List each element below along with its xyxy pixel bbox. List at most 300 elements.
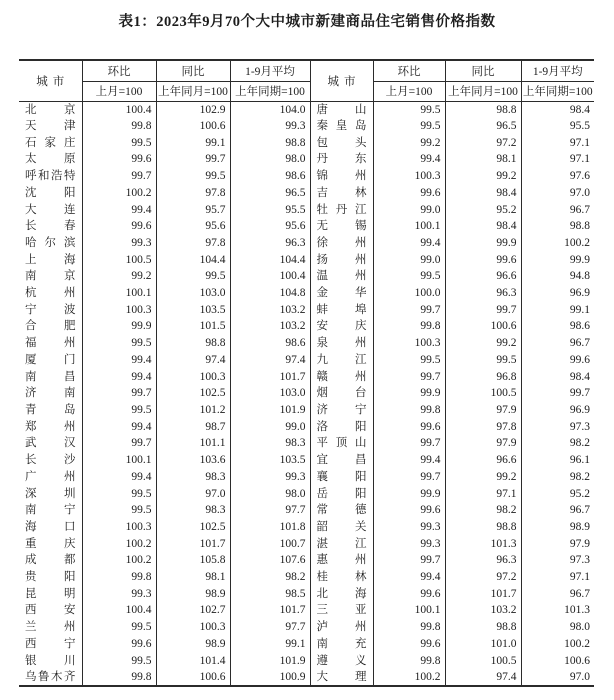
value-cell: 98.2	[230, 569, 310, 586]
table-row	[19, 285, 594, 302]
city-cell: 重 庆	[25, 537, 76, 550]
value-cell: 100.3	[373, 168, 445, 185]
value-cell: 99.6	[82, 636, 156, 653]
value-cell: 98.2	[521, 435, 594, 452]
city-cell: 武 汉	[25, 437, 76, 450]
value-cell: 96.3	[445, 285, 521, 302]
value-cell: 99.4	[82, 201, 156, 218]
value-cell: 97.7	[230, 502, 310, 519]
value-cell: 99.7	[82, 435, 156, 452]
value-cell: 100.0	[373, 285, 445, 302]
value-cell: 97.6	[521, 168, 594, 185]
value-cell: 99.7	[82, 385, 156, 402]
value-cell: 97.1	[521, 569, 594, 586]
value-cell: 100.4	[82, 101, 156, 118]
value-cell: 95.5	[521, 118, 594, 135]
value-cell: 98.1	[156, 569, 230, 586]
value-cell: 99.4	[82, 418, 156, 435]
value-cell: 97.8	[156, 185, 230, 202]
table-row	[19, 669, 594, 686]
table-row	[19, 185, 594, 202]
value-cell: 99.6	[82, 218, 156, 235]
city-cell: 唐 山	[310, 101, 373, 118]
value-cell: 101.7	[230, 368, 310, 385]
price-index-table	[19, 59, 594, 687]
city-cell: 丹 东	[310, 151, 373, 168]
value-cell: 99.5	[373, 118, 445, 135]
value-cell: 99.1	[230, 636, 310, 653]
value-cell: 104.8	[230, 285, 310, 302]
value-cell: 99.0	[230, 418, 310, 435]
city-cell: 贵 阳	[25, 571, 76, 584]
city-cell: 长 春	[25, 220, 76, 233]
value-cell: 100.1	[82, 452, 156, 469]
value-cell: 95.6	[156, 218, 230, 235]
value-cell: 100.2	[373, 669, 445, 686]
value-cell: 99.5	[373, 101, 445, 118]
city-cell: 大 连	[25, 203, 76, 216]
value-cell: 101.4	[156, 652, 230, 669]
city-cell: 安 庆	[310, 318, 373, 335]
city-cell: 赣 州	[310, 368, 373, 385]
city-cell: 蚌 埠	[310, 301, 373, 318]
header-city-right: 城市	[310, 60, 373, 101]
city-cell: 青 岛	[25, 404, 76, 416]
table-row	[19, 168, 594, 185]
value-cell: 98.3	[156, 468, 230, 485]
city-cell: 湛 江	[310, 535, 373, 552]
city-cell: 昆 明	[25, 587, 76, 600]
value-cell: 99.1	[521, 301, 594, 318]
city-cell: 海 口	[25, 520, 76, 533]
value-cell: 101.7	[156, 535, 230, 552]
value-cell: 99.9	[373, 485, 445, 502]
value-cell: 99.4	[373, 235, 445, 252]
value-cell: 98.4	[445, 218, 521, 235]
city-cell: 惠 州	[310, 552, 373, 569]
value-cell: 99.5	[82, 502, 156, 519]
value-cell: 96.3	[445, 552, 521, 569]
value-cell: 100.2	[82, 535, 156, 552]
table-row	[19, 502, 594, 519]
value-cell: 99.5	[82, 134, 156, 151]
value-cell: 99.7	[373, 435, 445, 452]
value-cell: 96.1	[521, 452, 594, 469]
value-cell: 99.4	[373, 151, 445, 168]
city-cell: 吉 林	[310, 185, 373, 202]
value-cell: 97.7	[230, 619, 310, 636]
city-cell: 郑 州	[25, 420, 76, 433]
city-cell: 韶 关	[310, 519, 373, 536]
value-cell: 99.4	[373, 452, 445, 469]
value-cell: 100.3	[156, 619, 230, 636]
value-cell: 99.5	[82, 402, 156, 419]
value-cell: 100.1	[373, 218, 445, 235]
value-cell: 95.6	[230, 218, 310, 235]
city-cell: 宁 波	[25, 303, 76, 316]
header-mom-base-right: 上月=100	[373, 81, 445, 101]
value-cell: 96.8	[445, 368, 521, 385]
value-cell: 94.8	[521, 268, 594, 285]
table-body	[19, 101, 594, 686]
header-avg-right: 1-9月平均	[521, 60, 594, 81]
table-row	[19, 101, 594, 118]
value-cell: 101.0	[445, 636, 521, 653]
value-cell: 99.8	[373, 652, 445, 669]
city-cell: 成 都	[25, 554, 76, 567]
table-header	[19, 60, 594, 101]
value-cell: 100.6	[521, 652, 594, 669]
city-cell: 平 顶 山	[310, 435, 373, 452]
city-cell: 遵 义	[310, 652, 373, 669]
value-cell: 98.6	[521, 318, 594, 335]
value-cell: 96.7	[521, 502, 594, 519]
value-cell: 101.2	[156, 402, 230, 419]
value-cell: 98.0	[230, 485, 310, 502]
value-cell: 98.4	[521, 101, 594, 118]
value-cell: 107.6	[230, 552, 310, 569]
header-mom-left: 环比	[82, 60, 156, 81]
city-cell: 秦 皇 岛	[310, 118, 373, 135]
table-row	[19, 435, 594, 452]
value-cell: 99.6	[445, 251, 521, 268]
value-cell: 100.6	[156, 118, 230, 135]
city-cell: 金 华	[310, 285, 373, 302]
value-cell: 99.5	[82, 485, 156, 502]
value-cell: 102.9	[156, 101, 230, 118]
city-cell: 广 州	[25, 470, 76, 483]
value-cell: 100.3	[82, 519, 156, 536]
table-row	[19, 352, 594, 369]
value-cell: 103.5	[230, 452, 310, 469]
table-row	[19, 318, 594, 335]
value-cell: 100.1	[82, 285, 156, 302]
city-cell: 北 京	[25, 103, 76, 116]
city-cell: 银 川	[25, 654, 76, 667]
city-cell: 襄 阳	[310, 468, 373, 485]
city-cell: 上 海	[25, 253, 76, 266]
header-avg-base-left: 上年同期=100	[230, 81, 310, 101]
city-cell: 哈 尔 滨	[25, 236, 76, 249]
city-cell: 北 海	[310, 585, 373, 602]
value-cell: 100.5	[445, 385, 521, 402]
value-cell: 97.8	[156, 235, 230, 252]
value-cell: 99.6	[373, 502, 445, 519]
value-cell: 99.7	[373, 368, 445, 385]
city-cell: 锦 州	[310, 168, 373, 185]
value-cell: 99.4	[82, 368, 156, 385]
value-cell: 99.0	[373, 201, 445, 218]
header-mom-right: 环比	[373, 60, 445, 81]
table-row	[19, 636, 594, 653]
value-cell: 99.3	[230, 118, 310, 135]
value-cell: 98.1	[445, 151, 521, 168]
value-cell: 103.0	[156, 285, 230, 302]
table-row	[19, 452, 594, 469]
value-cell: 99.9	[445, 235, 521, 252]
value-cell: 99.7	[373, 552, 445, 569]
city-cell: 常 德	[310, 502, 373, 519]
value-cell: 97.8	[445, 418, 521, 435]
value-cell: 99.1	[156, 134, 230, 151]
value-cell: 99.9	[521, 251, 594, 268]
city-cell: 南 京	[25, 270, 76, 283]
header-mom-base-left: 上月=100	[82, 81, 156, 101]
value-cell: 99.2	[445, 335, 521, 352]
value-cell: 103.2	[445, 602, 521, 619]
value-cell: 99.3	[230, 468, 310, 485]
value-cell: 97.1	[521, 151, 594, 168]
value-cell: 99.0	[373, 251, 445, 268]
table-row	[19, 519, 594, 536]
city-cell: 太 原	[25, 153, 76, 166]
city-cell: 南 充	[310, 636, 373, 653]
city-cell: 深 圳	[25, 487, 76, 500]
city-cell: 包 头	[310, 134, 373, 151]
city-cell: 洛 阳	[310, 418, 373, 435]
value-cell: 98.4	[445, 185, 521, 202]
city-cell: 徐 州	[310, 235, 373, 252]
value-cell: 101.7	[445, 585, 521, 602]
header-yoy-base-left: 上年同月=100	[156, 81, 230, 101]
page-title: 表1：2023年9月70个大中城市新建商品住宅销售价格指数	[118, 14, 496, 30]
value-cell: 98.0	[521, 619, 594, 636]
value-cell: 99.5	[373, 268, 445, 285]
table-row	[19, 151, 594, 168]
city-cell: 石 家 庄	[25, 136, 76, 149]
value-cell: 100.2	[82, 185, 156, 202]
value-cell: 101.9	[230, 402, 310, 419]
value-cell: 101.8	[230, 519, 310, 536]
value-cell: 99.2	[373, 134, 445, 151]
value-cell: 99.4	[373, 569, 445, 586]
table-row	[19, 569, 594, 586]
table-row	[19, 235, 594, 252]
city-cell: 兰 州	[25, 621, 76, 634]
value-cell: 104.4	[230, 251, 310, 268]
value-cell: 99.5	[156, 168, 230, 185]
value-cell: 103.0	[230, 385, 310, 402]
value-cell: 99.3	[373, 535, 445, 552]
value-cell: 99.4	[82, 352, 156, 369]
value-cell: 99.8	[373, 619, 445, 636]
table-row	[19, 402, 594, 419]
value-cell: 103.6	[156, 452, 230, 469]
value-cell: 99.8	[82, 669, 156, 686]
value-cell: 100.3	[373, 335, 445, 352]
value-cell: 104.4	[156, 251, 230, 268]
value-cell: 96.5	[445, 118, 521, 135]
value-cell: 99.3	[373, 519, 445, 536]
header-avg-base-right: 上年同期=100	[521, 81, 594, 101]
value-cell: 101.3	[521, 602, 594, 619]
value-cell: 95.7	[156, 201, 230, 218]
table-row	[19, 552, 594, 569]
value-cell: 99.7	[373, 468, 445, 485]
value-cell: 99.7	[82, 168, 156, 185]
value-cell: 100.5	[445, 652, 521, 669]
value-cell: 98.3	[230, 435, 310, 452]
value-cell: 99.5	[156, 268, 230, 285]
value-cell: 99.2	[82, 268, 156, 285]
city-cell: 九 江	[310, 352, 373, 369]
table-row	[19, 652, 594, 669]
value-cell: 98.8	[445, 519, 521, 536]
value-cell: 99.7	[521, 385, 594, 402]
header-yoy-left: 同比	[156, 60, 230, 81]
city-cell: 沈 阳	[25, 186, 76, 199]
value-cell: 102.5	[156, 519, 230, 536]
city-cell: 岳 阳	[310, 485, 373, 502]
table-row	[19, 335, 594, 352]
value-cell: 99.3	[82, 235, 156, 252]
value-cell: 98.8	[445, 619, 521, 636]
value-cell: 99.8	[373, 318, 445, 335]
value-cell: 99.6	[373, 185, 445, 202]
value-cell: 97.4	[445, 669, 521, 686]
city-cell: 泉 州	[310, 335, 373, 352]
value-cell: 99.8	[82, 118, 156, 135]
value-cell: 96.5	[230, 185, 310, 202]
value-cell: 95.2	[521, 485, 594, 502]
value-cell: 98.9	[521, 519, 594, 536]
table-row	[19, 134, 594, 151]
city-cell: 南 宁	[25, 504, 76, 517]
value-cell: 100.7	[230, 535, 310, 552]
value-cell: 99.2	[445, 468, 521, 485]
value-cell: 104.0	[230, 101, 310, 118]
value-cell: 96.7	[521, 585, 594, 602]
value-cell: 99.3	[82, 585, 156, 602]
value-cell: 98.6	[230, 335, 310, 352]
value-cell: 96.6	[445, 268, 521, 285]
value-cell: 99.5	[82, 335, 156, 352]
value-cell: 99.9	[82, 318, 156, 335]
value-cell: 100.4	[82, 602, 156, 619]
table-row	[19, 602, 594, 619]
value-cell: 101.5	[156, 318, 230, 335]
value-cell: 99.7	[445, 301, 521, 318]
value-cell: 99.9	[373, 385, 445, 402]
table-row	[19, 619, 594, 636]
city-cell: 南 昌	[25, 370, 76, 383]
value-cell: 101.3	[445, 535, 521, 552]
value-cell: 97.9	[445, 435, 521, 452]
value-cell: 98.9	[156, 636, 230, 653]
value-cell: 97.1	[445, 485, 521, 502]
table-row	[19, 418, 594, 435]
value-cell: 101.1	[156, 435, 230, 452]
value-cell: 98.2	[445, 502, 521, 519]
value-cell: 98.2	[521, 468, 594, 485]
value-cell: 100.2	[521, 235, 594, 252]
value-cell: 100.5	[82, 251, 156, 268]
value-cell: 100.4	[230, 268, 310, 285]
value-cell: 99.6	[521, 352, 594, 369]
value-cell: 99.6	[373, 585, 445, 602]
value-cell: 96.7	[521, 201, 594, 218]
value-cell: 97.2	[445, 569, 521, 586]
table-row	[19, 301, 594, 318]
city-cell: 长 沙	[25, 454, 76, 467]
value-cell: 98.8	[156, 335, 230, 352]
value-cell: 96.7	[521, 335, 594, 352]
value-cell: 102.7	[156, 602, 230, 619]
value-cell: 97.4	[230, 352, 310, 369]
city-cell: 烟 台	[310, 385, 373, 402]
city-cell: 无 锡	[310, 218, 373, 235]
value-cell: 100.3	[156, 368, 230, 385]
value-cell: 97.0	[156, 485, 230, 502]
value-cell: 99.6	[82, 151, 156, 168]
value-cell: 99.8	[82, 569, 156, 586]
value-cell: 95.2	[445, 201, 521, 218]
value-cell: 100.3	[82, 301, 156, 318]
table-row	[19, 368, 594, 385]
value-cell: 99.5	[82, 619, 156, 636]
table-row	[19, 535, 594, 552]
value-cell: 101.9	[230, 652, 310, 669]
value-cell: 98.6	[230, 168, 310, 185]
value-cell: 96.9	[521, 285, 594, 302]
table-row	[19, 251, 594, 268]
header-yoy-right: 同比	[445, 60, 521, 81]
value-cell: 99.6	[373, 636, 445, 653]
city-cell: 厦 门	[25, 353, 76, 366]
value-cell: 101.7	[230, 602, 310, 619]
value-cell: 99.5	[82, 652, 156, 669]
city-cell: 福 州	[25, 337, 76, 350]
city-cell: 天 津	[25, 120, 76, 133]
value-cell: 98.7	[156, 418, 230, 435]
header-avg-left: 1-9月平均	[230, 60, 310, 81]
value-cell: 96.6	[445, 452, 521, 469]
table-row	[19, 218, 594, 235]
value-cell: 103.2	[230, 301, 310, 318]
city-cell: 大 理	[310, 669, 373, 686]
city-cell: 桂 林	[310, 569, 373, 586]
value-cell: 97.3	[521, 418, 594, 435]
value-cell: 99.2	[445, 168, 521, 185]
value-cell: 105.8	[156, 552, 230, 569]
value-cell: 99.8	[373, 402, 445, 419]
value-cell: 99.4	[82, 468, 156, 485]
value-cell: 98.3	[156, 502, 230, 519]
table-row	[19, 385, 594, 402]
value-cell: 103.2	[230, 318, 310, 335]
city-cell: 合 肥	[25, 320, 76, 333]
city-cell: 牡 丹 江	[310, 201, 373, 218]
value-cell: 97.1	[521, 134, 594, 151]
value-cell: 100.6	[156, 669, 230, 686]
value-cell: 98.9	[156, 585, 230, 602]
city-cell: 泸 州	[310, 619, 373, 636]
table-row	[19, 585, 594, 602]
value-cell: 96.3	[230, 235, 310, 252]
value-cell: 97.4	[156, 352, 230, 369]
city-cell: 济 宁	[310, 402, 373, 419]
table-row	[19, 268, 594, 285]
value-cell: 99.5	[445, 352, 521, 369]
value-cell: 97.3	[521, 552, 594, 569]
value-cell: 98.8	[521, 218, 594, 235]
value-cell: 98.8	[445, 101, 521, 118]
city-cell: 西 宁	[25, 637, 76, 650]
value-cell: 98.0	[230, 151, 310, 168]
city-cell: 乌 鲁 木 齐	[25, 670, 76, 683]
value-cell: 100.6	[445, 318, 521, 335]
city-cell: 三 亚	[310, 602, 373, 619]
